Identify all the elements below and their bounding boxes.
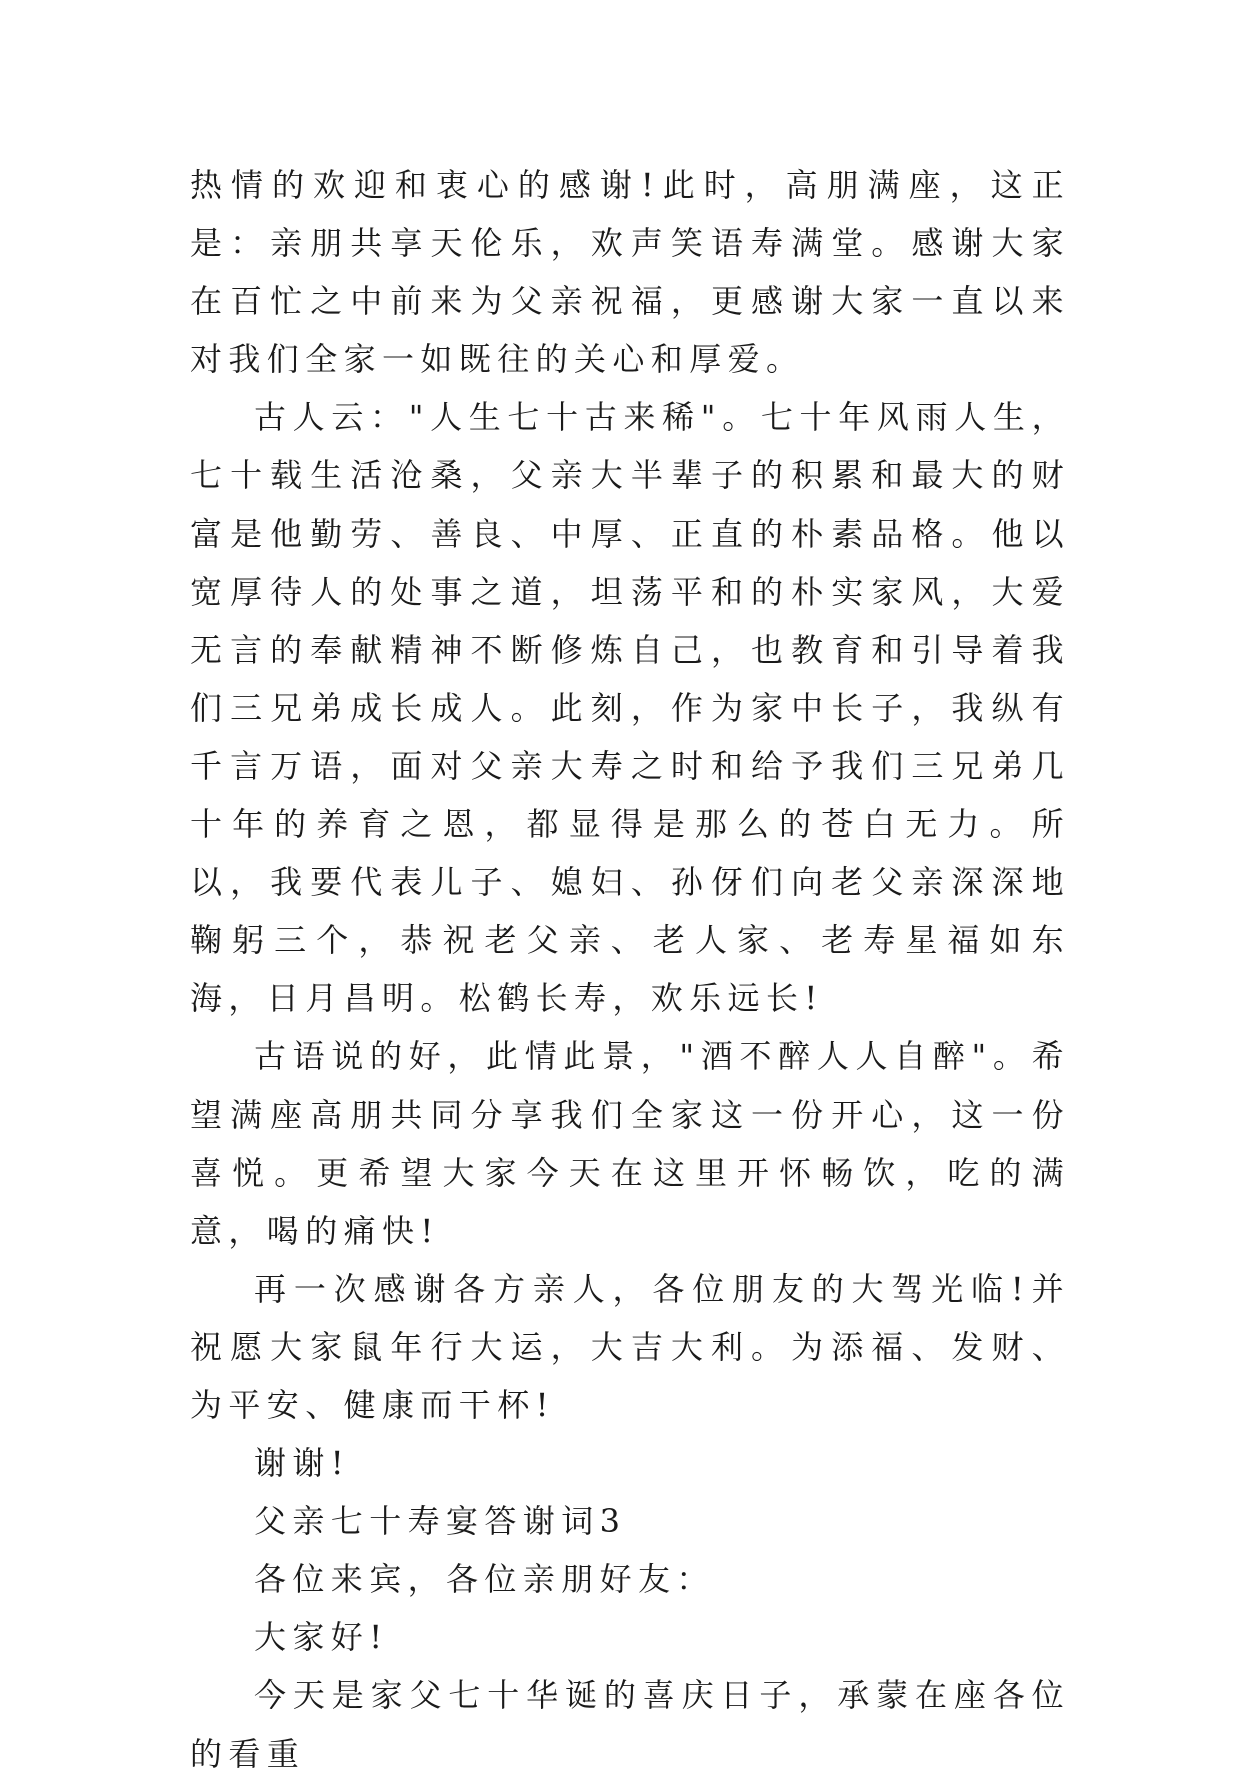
paragraph-opening: 今天是家父七十华诞的喜庆日子，承蒙在座各位的看重 [190, 1676, 1070, 1773]
paragraph-thank-you: 谢谢! [254, 1444, 351, 1483]
section-heading: 父亲七十寿宴答谢词3 [254, 1502, 627, 1541]
paragraph-thanks-welcome: 热情的欢迎和衷心的感谢!此时，高朋满座，这正是：亲朋共享天伦乐，欢声笑语寿满堂。感谢大家在百忙之中前来为父亲祝福，更感谢大家一直以来对我们全家一如既往的关心和厚爱。 [190, 166, 1070, 379]
paragraph-father-character: 古人云："人生七十古来稀"。七十年风雨人生，七十载生活沧桑，父亲大半辈子的积累和最大的财富是他勤劳、善良、中厚、正直的朴素品格。他以宽厚待人的处事之道，坦荡平和的朴实家风，大爱无言的奉献精神不断修炼自己，也教育和引导着我们三兄弟成长成人。此刻，作为家中长子，我纵有千言万语，面对父亲大寿之时和给予我们三兄弟几十年的养育之恩，都显得是那么的苍白无力。所以，我要代表儿子、媳妇、孙伢们向老父亲深深地鞠躬三个，恭祝老父亲、老人家、老寿星福如东海，日月昌明。松鹤长寿，欢乐远长! [190, 398, 1070, 1018]
greeting: 大家好! [254, 1618, 389, 1657]
document-body [190, 156, 1070, 1783]
paragraph-final-thanks: 再一次感谢各方亲人，各位朋友的大驾光临!并祝愿大家鼠年行大运，大吉大利。为添福、发财、为平安、健康而干杯! [190, 1269, 1070, 1424]
paragraph-toast-wish: 古语说的好，此情此景，"酒不醉人人自醉"。希望满座高朋共同分享我们全家这一份开心，这一份喜悦。更希望大家今天在这里开怀畅饮，吃的满意，喝的痛快! [190, 1037, 1070, 1250]
salutation: 各位来宾，各位亲朋好友： [254, 1560, 715, 1599]
